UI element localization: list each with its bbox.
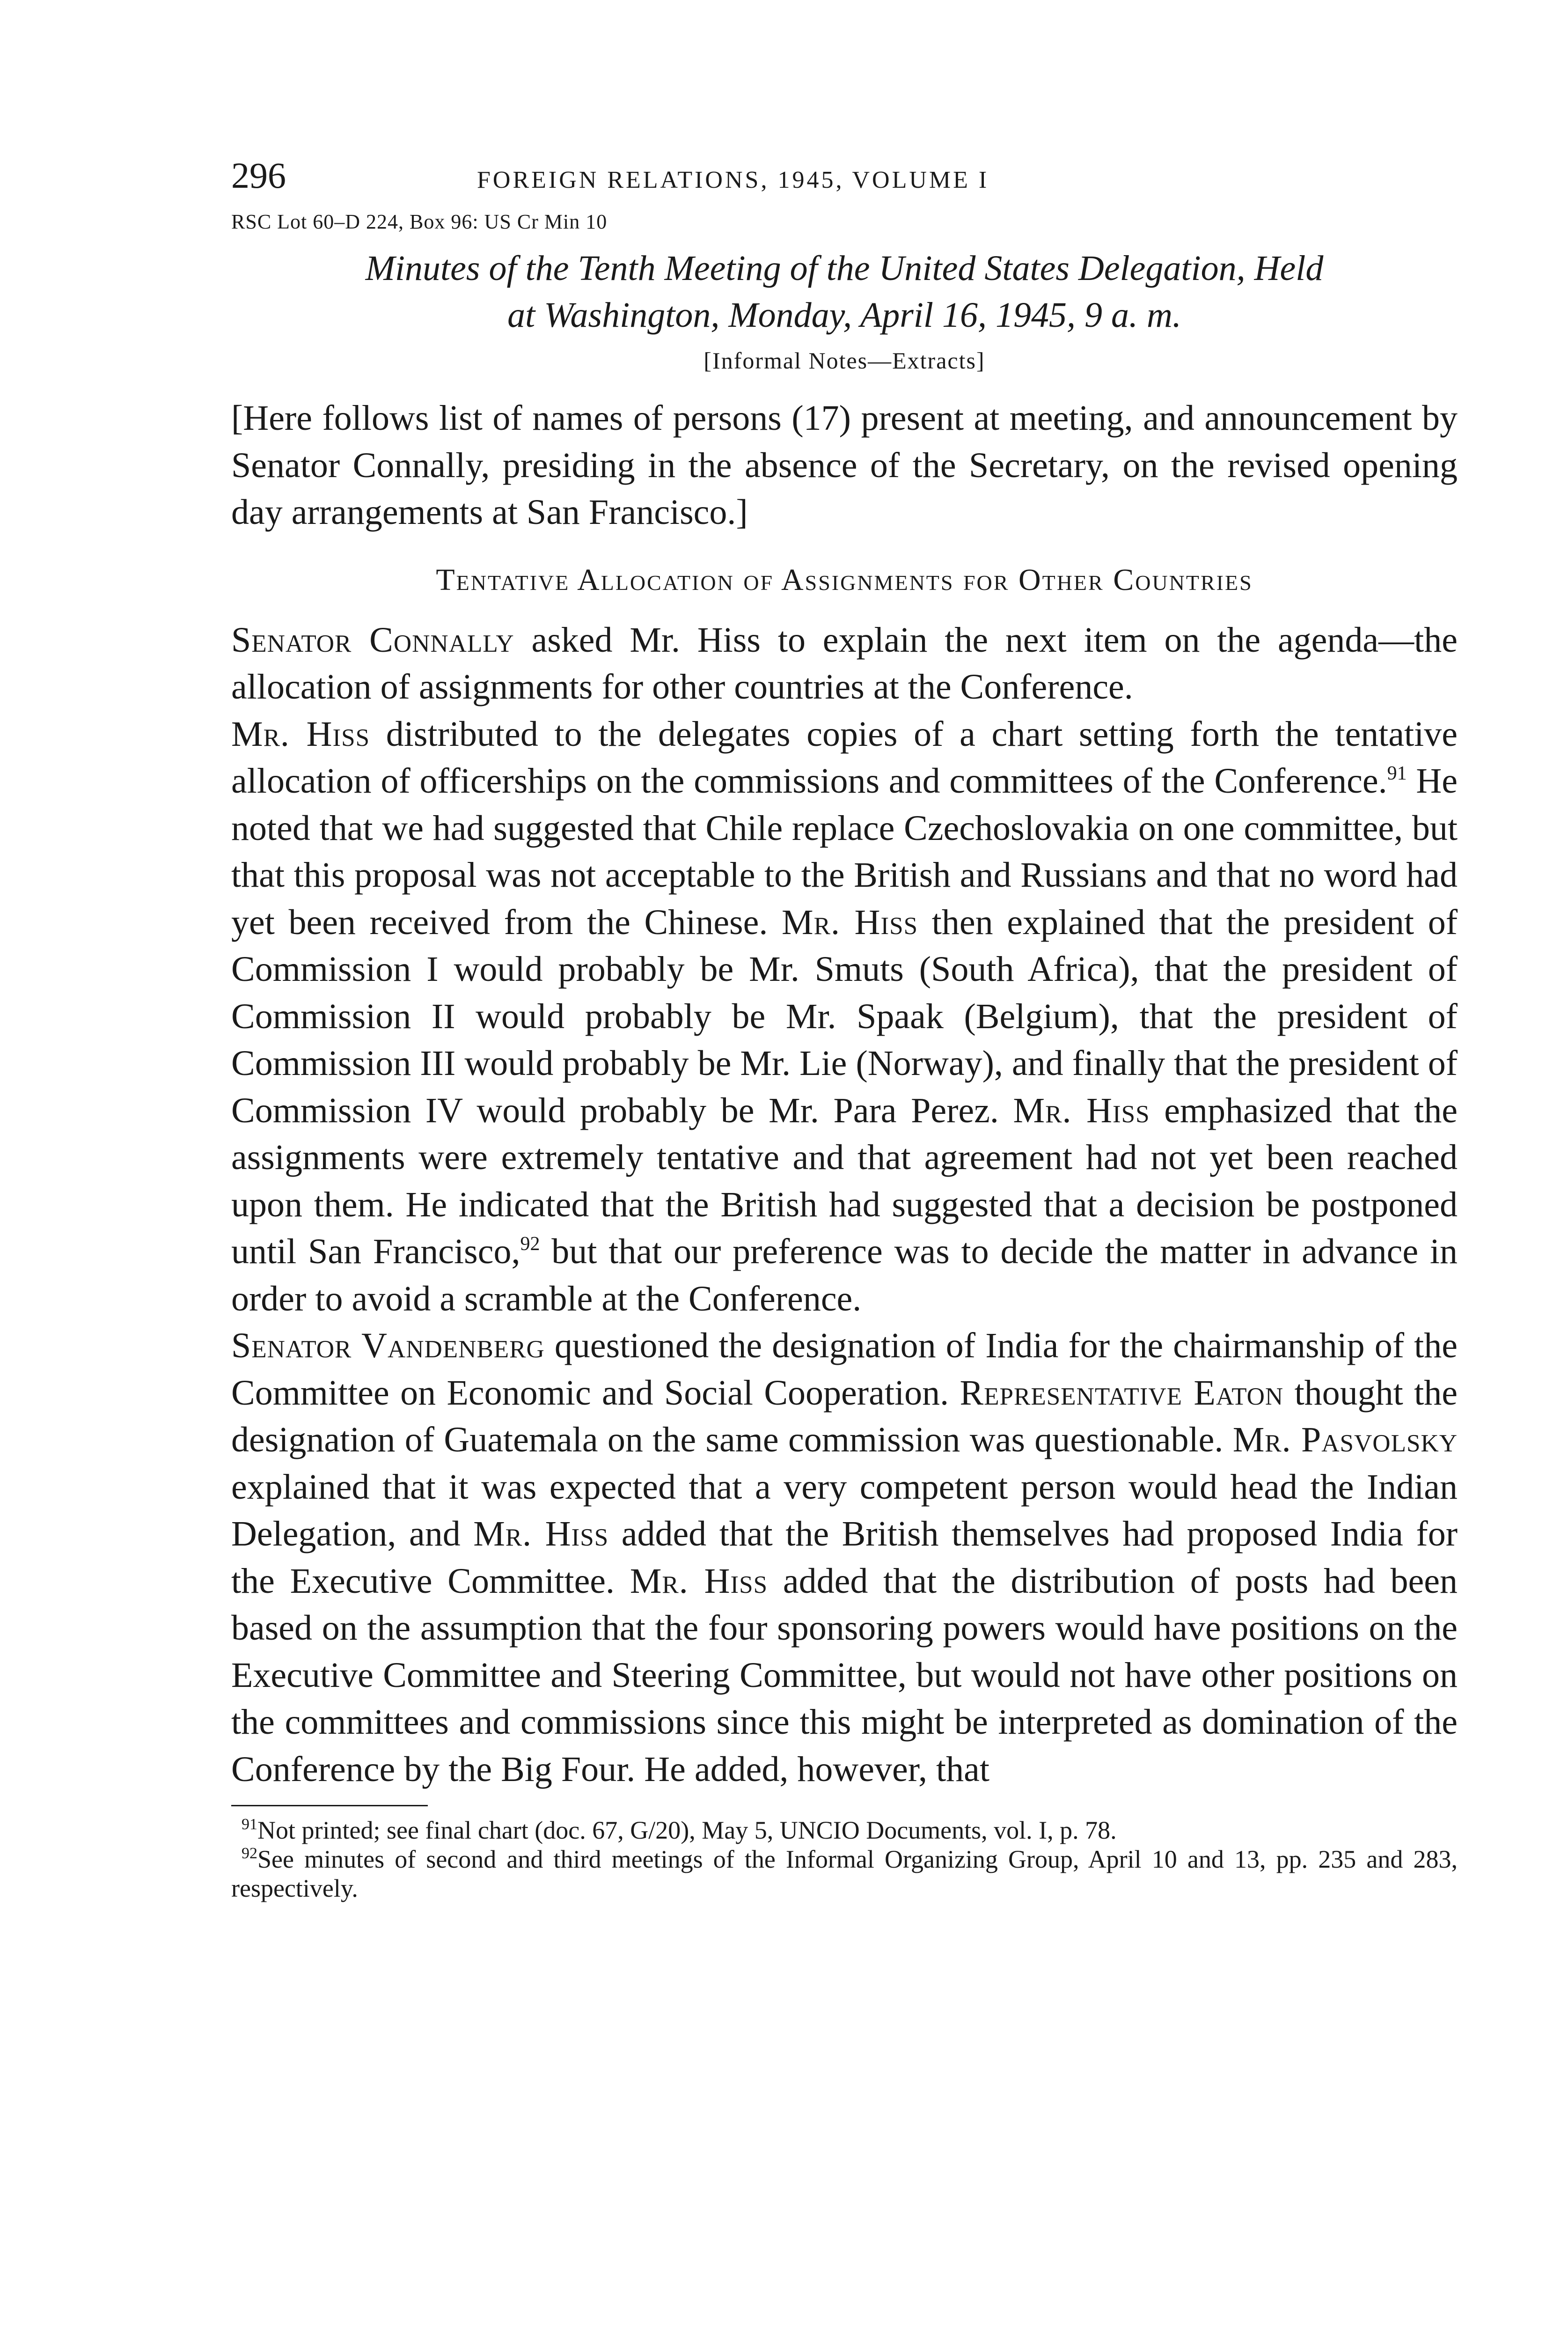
speaker-name: Mr. Hiss	[782, 902, 918, 942]
paragraph-text: asked Mr. Hiss to explain the next item on the agenda—the allocation of assignments for other countries at the Conference.	[231, 620, 1458, 707]
paragraph-text: questioned the designation of India for the chairmanship of the Committee on Economic and Social Cooperation.	[231, 1326, 1458, 1413]
source-citation: RSC Lot 60–D 224, Box 96: US Cr Min 10	[231, 210, 608, 233]
document-note: [Informal Notes—Extracts]	[703, 347, 985, 374]
running-head: FOREIGN RELATIONS, 1945, VOLUME I	[477, 167, 989, 193]
speaker-name: Representative Eaton	[960, 1373, 1284, 1413]
speaker-name: Mr. Hiss	[473, 1514, 609, 1553]
paragraph-1	[231, 617, 1458, 711]
paragraph-text: explained that it was expected that a very competent person would head the Indian Delegation, and	[231, 1467, 1458, 1553]
paragraph-text: added that the distribution of posts had been based on the assumption that the four sponsoring powers would have positions on the Executive Committee and Steering Committee, but would not have other positions on the committees and commissions since this might be interpreted as domination of the Conference by the Big Four. He added, however, that	[231, 1561, 1458, 1789]
document-title	[231, 245, 1458, 339]
footnote-91	[231, 1816, 1458, 1845]
paragraph-text: thought the designation of Guatemala on the same commission was questionable.	[231, 1373, 1458, 1459]
title-line-2: at Washington, Monday, April 16, 1945, 9 a. m.	[507, 295, 1181, 335]
footnote-mark: 92	[242, 1845, 257, 1862]
footnote-ref-91: 91	[1387, 763, 1407, 784]
speaker-name: Senator Connally	[231, 620, 514, 660]
page-header	[231, 155, 1458, 206]
title-line-1: Minutes of the Tenth Meeting of the United States Delegation, Held	[365, 249, 1324, 288]
footnote-divider	[231, 1805, 428, 1806]
footnote-92	[231, 1845, 1458, 1903]
footnote-text: See minutes of second and third meetings of the Informal Organizing Group, April 10 and 13, pp. 235 and 283, respectively.	[231, 1845, 1458, 1902]
speaker-name: Mr. Pasvolsky	[1232, 1420, 1458, 1459]
footnote-mark: 91	[242, 1816, 257, 1833]
speaker-name: Mr. Hiss	[231, 714, 370, 754]
speaker-name: Senator Vandenberg	[231, 1326, 545, 1365]
paragraph-text: emphasized that the assignments were extremely tentative and that agreement had not yet been reached upon them. He indicated that the British had suggested that a decision be postponed until San Francisco,	[231, 1090, 1458, 1271]
footnote-text: Not printed; see final chart (doc. 67, G/20), May 5, UNCIO Documents, vol. I, p. 78.	[257, 1816, 1117, 1844]
section-heading: Tentative Allocation of Assignments for Other Countries	[436, 562, 1253, 597]
paragraph-text: added that the British themselves had proposed India for the Executive Committee.	[231, 1514, 1458, 1601]
paragraph-3	[231, 1322, 1458, 1793]
document-page	[231, 155, 1458, 1903]
paragraph-text: distributed to the delegates copies of a chart setting forth the tentative allocation of officerships on the commissions and committees of the Conference.	[231, 714, 1458, 801]
footnote-ref-92: 92	[520, 1233, 540, 1255]
speaker-name: Mr. Hiss	[630, 1561, 768, 1601]
paragraph-2	[231, 711, 1458, 1323]
paragraph-text: but that our preference was to decide the matter in advance in order to avoid a scramble at the Conference.	[231, 1232, 1458, 1318]
page-number: 296	[231, 155, 286, 196]
intro-paragraph: [Here follows list of names of persons (17) present at meeting, and announcement by Senator Connally, presiding in the absence of the Secretary, on the revised opening day arrangements at San Francisco.]	[231, 398, 1458, 532]
speaker-name: Mr. Hiss	[1013, 1090, 1150, 1130]
paragraph-text: He noted that we had suggested that Chile replace Czechoslovakia on one committee, but that this proposal was not acceptable to the British and Russians and that no word had yet been received from the Chinese.	[231, 761, 1458, 942]
paragraph-text: then explained that the president of Commission I would probably be Mr. Smuts (South Africa), that the president of Commission II would probably be Mr. Spaak (Belgium), that the president of Commission III would probably be Mr. Lie (Norway), and finally that the president of Commission IV would probably be Mr. Para Perez.	[231, 902, 1458, 1130]
